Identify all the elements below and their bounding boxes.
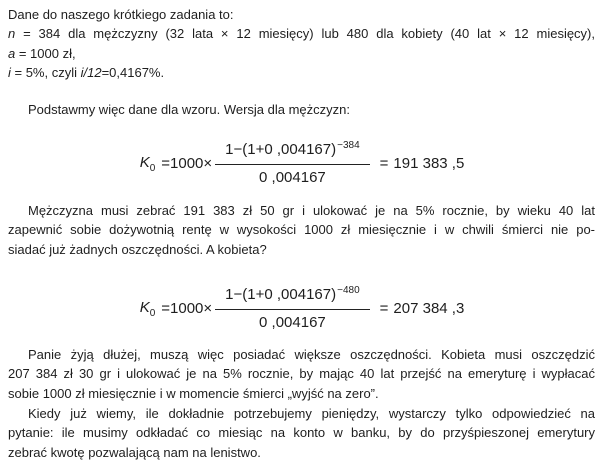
formula-symbol [140, 299, 156, 319]
text-line [8, 63, 595, 82]
formula-result: 207 384 ,3 [393, 300, 465, 317]
text-line [8, 240, 595, 259]
men-line1: Mężczyzna musi zebrać 191 383 zł 50 gr i ulokować je na 5% rocznie, by wieku 40 lat [28, 203, 595, 218]
final-line1: Kiedy już wiemy, ile dokładnie potrzebujemy pieniędzy, wystarczy tylko odpowiedzieć na [28, 406, 595, 421]
equals-sign: = [161, 300, 171, 317]
fraction-numerator [215, 285, 369, 310]
variable-n: n [8, 26, 16, 42]
exponent: −480 [337, 285, 360, 296]
coefficient: 1000 [170, 300, 204, 317]
intro-block [8, 5, 595, 83]
variable-i: i [8, 65, 11, 81]
text-line [8, 443, 595, 462]
intro-line2: = 384 dla mężczyzny (32 lata × 12 miesięcy) lub 480 dla kobiety (40 lat × 12 miesięcy), [15, 26, 595, 42]
text-line [8, 404, 595, 423]
intro-line3: = 1000 zł, [15, 45, 76, 61]
symbol-subscript: 0 [149, 307, 156, 319]
paragraph-women [8, 345, 595, 403]
fraction-denominator: 0 ,004167 [259, 169, 326, 186]
symbol-K: K [139, 153, 150, 171]
symbol-K: K [139, 298, 150, 316]
paragraph-men [8, 201, 595, 259]
paragraph-lead [8, 100, 595, 119]
multiplication-sign: × [203, 155, 213, 172]
text-line [8, 5, 595, 24]
text-line [8, 100, 595, 119]
women-line1: Panie żyją dłużej, muszą więc posiadać większe oszczędności. Kobieta musi oszczędzić [28, 347, 595, 362]
text-line [8, 364, 595, 383]
lead-text: Podstawmy więc dane dla wzoru. Wersja dla mężczyzn: [28, 102, 350, 117]
symbol-subscript: 0 [149, 162, 156, 174]
fraction [215, 285, 369, 332]
numerator-base: 1−(1+0 ,004167) [225, 141, 337, 158]
paragraph-final [8, 404, 595, 462]
coefficient: 1000 [170, 155, 204, 172]
variable-i12: i/12 [80, 65, 102, 81]
intro-line4a: = 5%, czyli [10, 65, 81, 81]
text-line [8, 423, 595, 442]
formula-result: 191 383 ,5 [393, 155, 465, 172]
text-line [8, 384, 595, 403]
formula-men [0, 140, 604, 187]
final-line3: zebrać kwotę pozwalającą nam na lenistwo. [8, 444, 261, 460]
fraction-denominator: 0 ,004167 [259, 314, 326, 331]
women-line2: 207 384 zł 30 gr i ulokować je na 5% rocznie, by mając 40 lat przejść na emeryturę i wypłacać [8, 366, 595, 382]
variable-a: a [8, 45, 16, 61]
text-line [8, 24, 595, 43]
equals-sign: = [161, 155, 171, 172]
text-line [8, 220, 595, 239]
text-line [8, 201, 595, 220]
formula-symbol [140, 154, 156, 174]
text-line [8, 44, 595, 63]
formula-women [0, 285, 604, 332]
men-line2: zapewnić sobie dożywotnią rentę w wysokości 1000 zł miesięcznie i w chwili śmierci nie po- [8, 222, 595, 238]
fraction-numerator [215, 140, 369, 165]
equals-sign: = [379, 155, 389, 172]
fraction [215, 140, 369, 187]
intro-line4b: =0,4167%. [101, 65, 165, 81]
numerator-base: 1−(1+0 ,004167) [225, 286, 337, 303]
women-line3: sobie 1000 zł miesięcznie i w momencie śmierci „wyjść na zero”. [8, 385, 379, 401]
equals-sign: = [379, 300, 389, 317]
multiplication-sign: × [203, 300, 213, 317]
exponent: −384 [337, 140, 360, 151]
intro-line1: Dane do naszego krótkiego zadania to: [8, 7, 234, 22]
men-line3: siadać już żadnych oszczędności. A kobieta? [8, 241, 267, 257]
text-line [8, 345, 595, 364]
final-line2: pytanie: ile musimy odkładać co miesiąc na konto w banku, by do przyśpieszonej emerytury [8, 425, 595, 441]
